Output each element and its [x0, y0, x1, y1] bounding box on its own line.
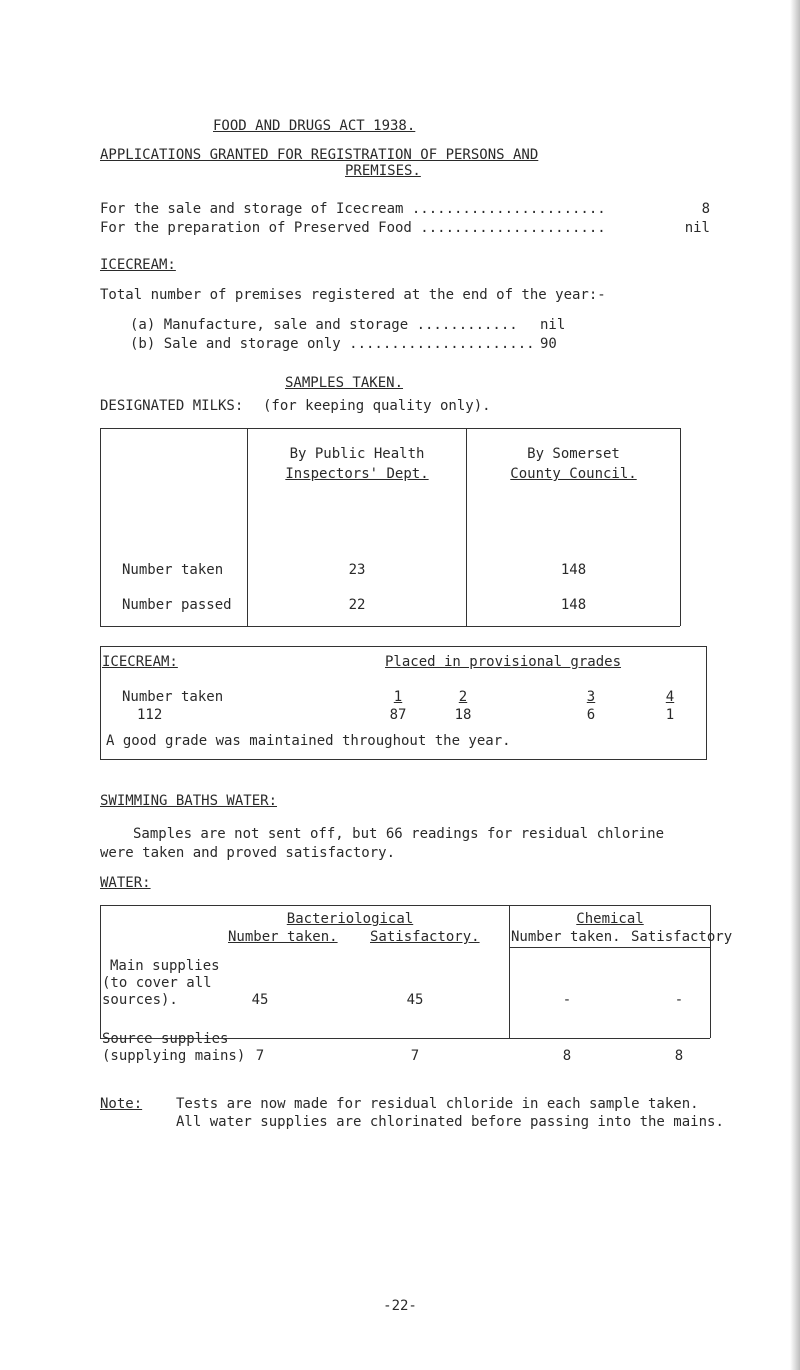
water-row-label: Source supplies	[102, 1031, 229, 1047]
milk-col2-header-cont: County Council.	[510, 466, 637, 482]
grade-count: 87	[389, 707, 407, 723]
icecream-heading: ICECREAM:	[100, 257, 176, 273]
applications-heading: APPLICATIONS GRANTED FOR REGISTRATION OF PERSONS AND	[100, 147, 539, 163]
note-line-cont: All water supplies are chlorinated before passing into the mains.	[176, 1114, 724, 1130]
water-row-label: Main supplies	[110, 958, 220, 974]
chem-satisfactory-header: Satisfactory	[631, 929, 733, 945]
milk-row-value: 23	[348, 562, 366, 578]
water-cell-value: 45	[251, 992, 269, 1008]
note-line: Tests are now made for residual chloride in each sample taken.	[176, 1096, 699, 1112]
grade-label: 2	[458, 689, 468, 705]
bact-number-taken-header: Number taken.	[228, 929, 338, 945]
milk-col1-header: By Public Health	[289, 446, 425, 462]
note-label: Note:	[100, 1096, 143, 1112]
chem-number-taken-header: Number taken.	[511, 929, 621, 945]
page-title: FOOD AND DRUGS ACT 1938.	[213, 118, 416, 134]
grade-count: 6	[586, 707, 596, 723]
milk-col2-header: By Somerset	[527, 446, 620, 462]
icecream-grades-heading: ICECREAM:	[102, 654, 178, 670]
water-cell-value: -	[562, 992, 572, 1008]
icecream-grades-note: A good grade was maintained throughout the year.	[106, 733, 511, 749]
swimming-text-cont: were taken and proved satisfactory.	[100, 845, 396, 861]
icecream-item-value: nil	[540, 317, 566, 333]
number-taken-label: Number taken	[122, 689, 224, 705]
milk-row-label: Number taken	[122, 562, 224, 578]
water-cell-value: 8	[562, 1048, 572, 1064]
water-row-label-cont: sources).	[102, 992, 178, 1008]
water-row-label-cont: (supplying mains)	[102, 1048, 246, 1064]
milk-row-value: 22	[348, 597, 366, 613]
application-row-label: For the sale and storage of Icecream .......................	[100, 201, 606, 217]
milk-row-label: Number passed	[122, 597, 232, 613]
provisional-grades-heading: Placed in provisional grades	[385, 654, 622, 670]
grade-count: 18	[454, 707, 472, 723]
number-taken-value: 112	[137, 707, 163, 723]
samples-heading: SAMPLES TAKEN.	[285, 375, 404, 391]
application-row-label: For the preparation of Preserved Food ......................	[100, 220, 606, 236]
application-row-value: 8	[701, 201, 710, 217]
grade-label: 3	[586, 689, 596, 705]
grade-label: 4	[665, 689, 675, 705]
grade-count: 1	[665, 707, 675, 723]
water-cell-value: 7	[410, 1048, 420, 1064]
application-row-value: nil	[684, 220, 710, 236]
chemical-heading: Chemical	[576, 911, 644, 927]
water-cell-value: -	[674, 992, 684, 1008]
water-cell-value: 7	[255, 1048, 265, 1064]
icecream-item-label: (a) Manufacture, sale and storage ............	[130, 317, 518, 333]
grade-label: 1	[393, 689, 403, 705]
page-edge-shadow	[790, 0, 800, 1370]
milk-col1-header-cont: Inspectors' Dept.	[285, 466, 429, 482]
water-cell-value: 8	[674, 1048, 684, 1064]
milk-row-value: 148	[560, 597, 587, 613]
water-row-label-cont: (to cover all	[102, 975, 212, 991]
bact-satisfactory-header: Satisfactory.	[370, 929, 480, 945]
bacteriological-heading: Bacteriological	[286, 911, 414, 927]
swimming-text: Samples are not sent off, but 66 readings for residual chlorine	[133, 826, 665, 842]
page-number: -22-	[383, 1298, 417, 1314]
water-heading: WATER:	[100, 875, 151, 891]
icecream-item-label: (b) Sale and storage only ......................	[130, 336, 535, 352]
icecream-item-value: 90	[540, 336, 557, 352]
milk-row-value: 148	[560, 562, 587, 578]
designated-milks-note: (for keeping quality only).	[263, 398, 491, 414]
icecream-total-text: Total number of premises registered at the end of the year:-	[100, 287, 606, 303]
water-cell-value: 45	[406, 992, 424, 1008]
designated-milks-label: DESIGNATED MILKS:	[100, 398, 244, 414]
swimming-heading: SWIMMING BATHS WATER:	[100, 793, 278, 809]
applications-heading-cont: PREMISES.	[345, 163, 421, 179]
